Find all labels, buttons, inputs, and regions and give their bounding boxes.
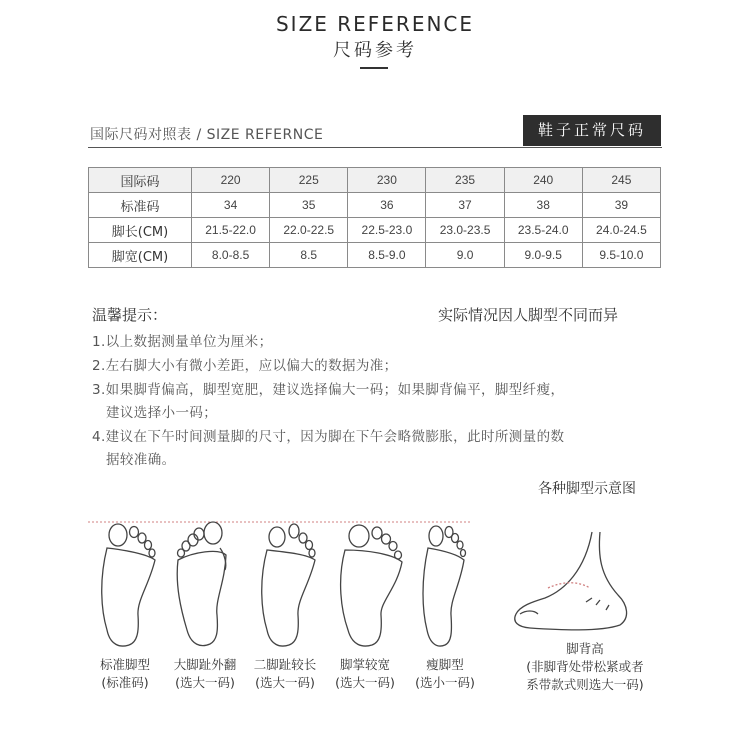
size-table-body (89, 168, 661, 268)
bunion-foot-icon (177, 522, 226, 646)
table-cell: 37 (426, 193, 504, 218)
foot-label-high-instep (505, 640, 665, 694)
foot-label-standard (80, 656, 170, 692)
row-header: 国际码 (89, 168, 192, 193)
table-cell: 35 (270, 193, 348, 218)
foot-type-advice: (选大一码) (335, 675, 395, 690)
foot-type-name: 脚背高 (566, 641, 604, 656)
foot-type-name: 标准脚型 (99, 657, 150, 672)
tip-item-4-continued: 据较准确。 (106, 452, 176, 468)
foot-label-slim (400, 656, 490, 692)
table-cell: 8.5-9.0 (348, 243, 426, 268)
heading-divider (88, 147, 662, 148)
table-cell: 225 (270, 168, 348, 193)
tips-note: 实际情况因人脚型不同而异 (438, 306, 619, 324)
table-row (89, 193, 661, 218)
table-row (89, 218, 661, 243)
table-cell: 8.5 (270, 243, 348, 268)
table-cell: 22.0-22.5 (270, 218, 348, 243)
tip-item-2: 2.左右脚大小有微小差距，应以偏大的数据为准； (92, 358, 398, 374)
foot-type-name: 二脚趾较长 (253, 657, 317, 672)
table-row (89, 243, 661, 268)
row-header: 标准码 (89, 193, 192, 218)
table-cell: 245 (582, 168, 660, 193)
page-title-en: SIZE REFERENCE (275, 12, 475, 36)
foot-type-advice: (选大一码) (175, 675, 235, 690)
foot-type-name: 大脚趾外翻 (173, 657, 237, 672)
size-table (88, 167, 661, 268)
foot-type-name: 脚掌较宽 (339, 657, 390, 672)
row-header: 脚长(CM) (89, 218, 192, 243)
tip-item-3: 3.如果脚背偏高，脚型宽肥，建议选择偏大一码；如果脚背偏平，脚型纤瘦， (92, 382, 565, 398)
foot-type-advice: (选小一码) (415, 675, 475, 690)
table-heading: 国际尺码对照表 / SIZE REFERNCE (90, 127, 324, 143)
foot-label-wide-forefoot (320, 656, 410, 692)
table-cell: 23.5-24.0 (504, 218, 582, 243)
table-cell: 9.0-9.5 (504, 243, 582, 268)
row-header: 脚宽(CM) (89, 243, 192, 268)
table-cell: 34 (192, 193, 270, 218)
foot-type-advice-continued: 系带款式则选大一码) (526, 677, 644, 692)
foot-type-advice: (非脚背处带松紧或者 (526, 659, 644, 674)
high-instep-foot-icon (515, 532, 627, 630)
shoe-size-badge: 鞋子正常尺码 (523, 115, 661, 146)
table-cell: 23.0-23.5 (426, 218, 504, 243)
foot-diagram-caption: 各种脚型示意图 (538, 481, 636, 497)
table-cell: 39 (582, 193, 660, 218)
foot-type-advice: (选大一码) (255, 675, 315, 690)
slim-foot-icon (423, 526, 466, 646)
table-cell: 24.0-24.5 (582, 218, 660, 243)
standard-foot-icon (102, 524, 155, 646)
tip-item-1: 1.以上数据测量单位为厘米； (92, 334, 273, 350)
table-cell: 38 (504, 193, 582, 218)
table-cell: 22.5-23.0 (348, 218, 426, 243)
table-cell: 21.5-22.0 (192, 218, 270, 243)
table-cell: 8.0-8.5 (192, 243, 270, 268)
table-cell: 9.0 (426, 243, 504, 268)
wide-forefoot-icon (341, 525, 402, 646)
table-cell: 240 (504, 168, 582, 193)
tips-title: 温馨提示： (92, 306, 168, 324)
long-second-toe-foot-icon (262, 524, 315, 646)
foot-label-long-second-toe (240, 656, 330, 692)
tip-item-3-continued: 建议选择小一码； (106, 405, 218, 421)
page-title-cn: 尺码参考 (333, 40, 417, 61)
table-cell: 235 (426, 168, 504, 193)
table-cell: 220 (192, 168, 270, 193)
foot-label-bunion (160, 656, 250, 692)
title-divider (360, 67, 388, 69)
tip-item-4: 4.建议在下午时间测量脚的尺寸，因为脚在下午会略微膨胀，此时所测量的数 (92, 429, 565, 445)
table-cell: 36 (348, 193, 426, 218)
table-row (89, 168, 661, 193)
foot-type-name: 瘦脚型 (426, 657, 464, 672)
foot-type-advice: (标准码) (101, 675, 149, 690)
table-cell: 230 (348, 168, 426, 193)
table-cell: 9.5-10.0 (582, 243, 660, 268)
